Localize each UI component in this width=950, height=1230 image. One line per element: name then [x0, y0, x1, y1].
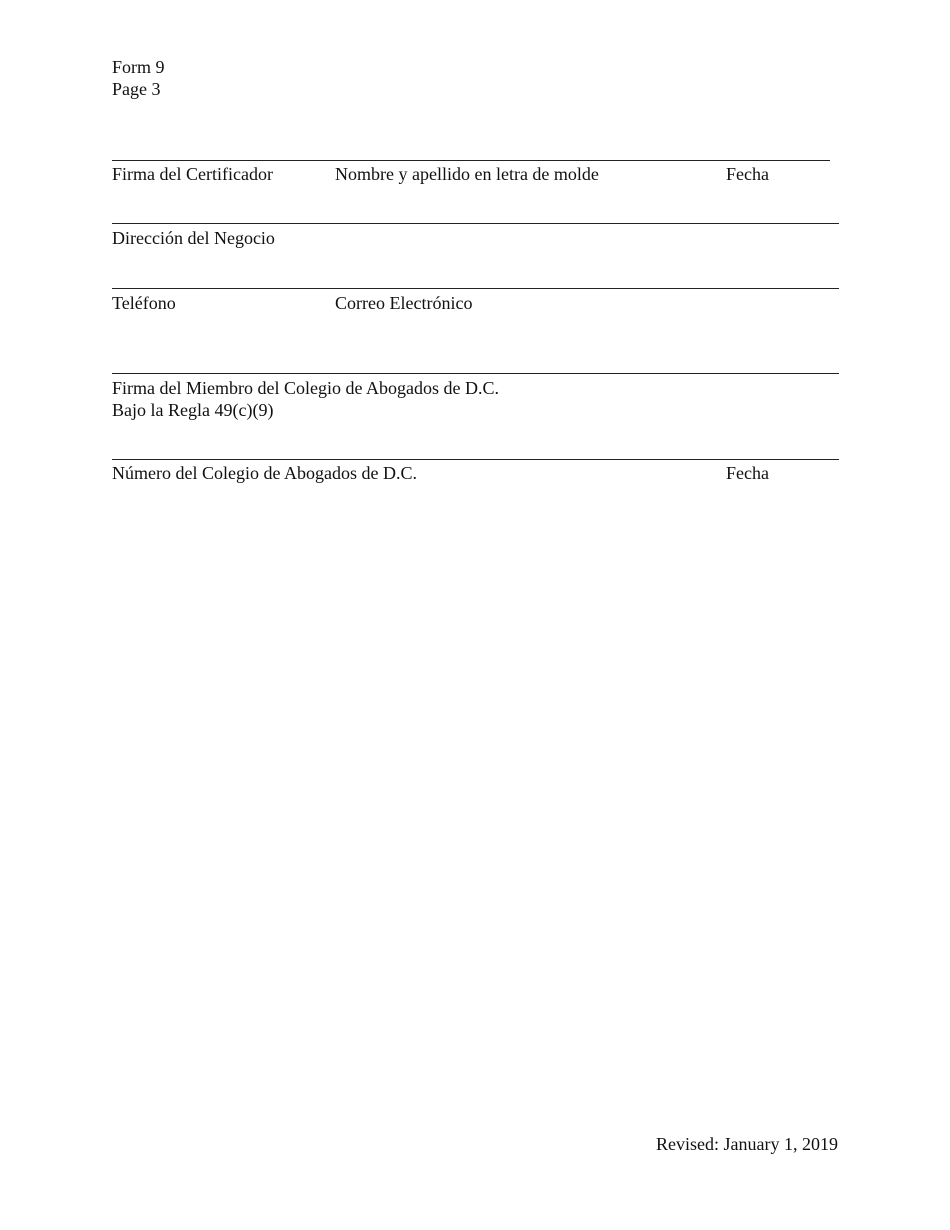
bar-number-line[interactable]: [112, 459, 839, 460]
phone-label: Teléfono: [112, 293, 176, 313]
business-address-label: Dirección del Negocio: [112, 228, 275, 248]
contact-line[interactable]: [112, 288, 839, 289]
revision-date: Revised: January 1, 2019: [656, 1134, 838, 1154]
printed-name-label: Nombre y apellido en letra de molde: [335, 164, 599, 184]
page-label: Page 3: [112, 79, 161, 99]
certifier-signature-label: Firma del Certificador: [112, 164, 273, 184]
bar-number-date-label: Fecha: [726, 463, 769, 483]
certifier-signature-line[interactable]: [112, 160, 830, 161]
email-label: Correo Electrónico: [335, 293, 473, 313]
rule-label: Bajo la Regla 49(c)(9): [112, 400, 274, 420]
bar-member-signature-line[interactable]: [112, 373, 839, 374]
bar-number-label: Número del Colegio de Abogados de D.C.: [112, 463, 417, 483]
form-label: Form 9: [112, 57, 165, 77]
bar-member-signature-label: Firma del Miembro del Colegio de Abogados de D.C.: [112, 378, 499, 398]
business-address-line[interactable]: [112, 223, 839, 224]
certifier-date-label: Fecha: [726, 164, 769, 184]
